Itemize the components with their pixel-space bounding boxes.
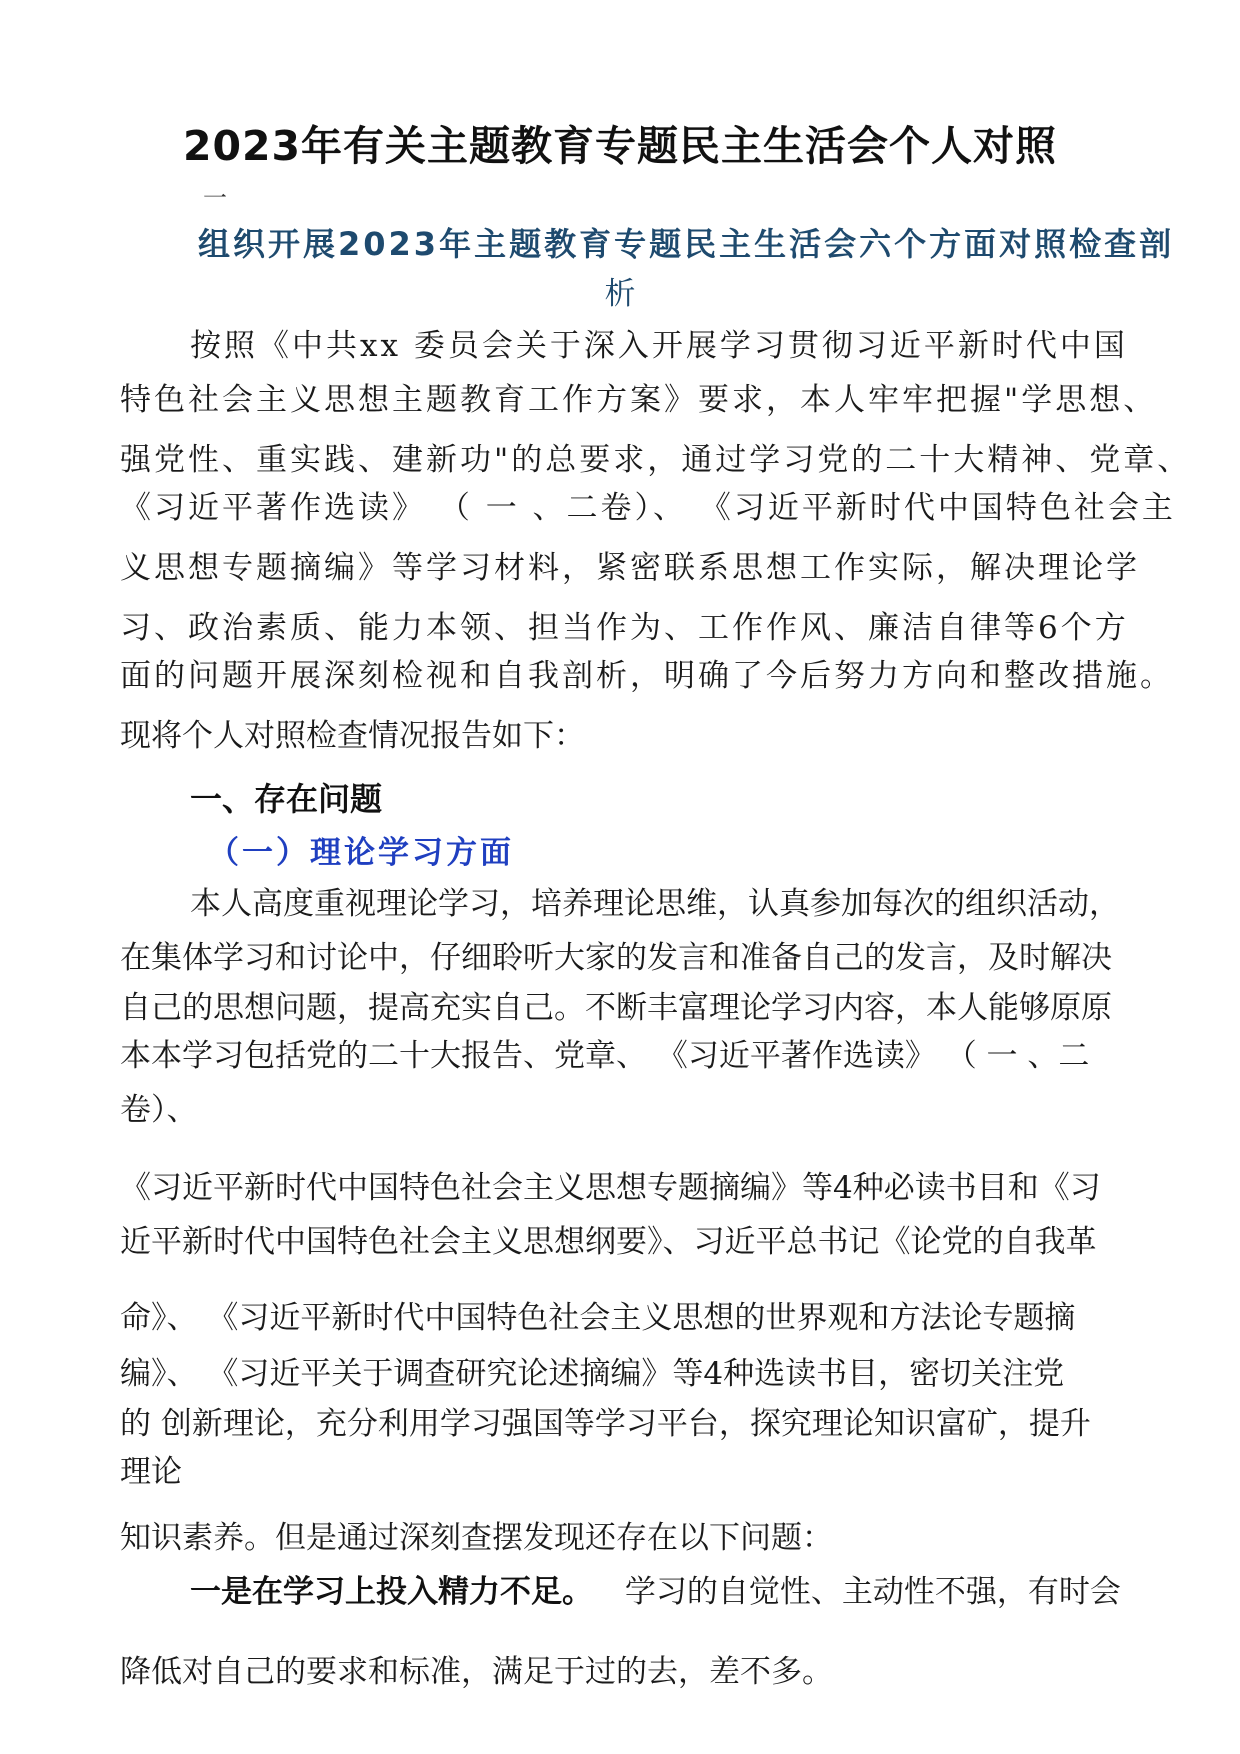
- subsection-heading: （一）理论学习方面: [208, 835, 514, 871]
- body-line: 编》、 《习近平关于调查研究论述摘编》等4种选读书目，密切关注党: [120, 1356, 1065, 1392]
- point-heading: 一是在学习上投入精力不足。: [190, 1574, 593, 1610]
- point-line: [190, 1572, 1121, 1612]
- body-line: 知识素养。但是通过深刻查摆发现还存在以下问题：: [120, 1520, 833, 1556]
- body-line: 本人高度重视理论学习，培养理论思维，认真参加每次的组织活动，: [190, 886, 1120, 922]
- section-heading: 一、存在问题: [190, 780, 383, 818]
- title-dash: 一: [203, 184, 227, 212]
- document-subtitle-continued: 析: [604, 276, 636, 312]
- body-line: 理论: [120, 1454, 182, 1490]
- intro-line: 强党性、重实践、建新功"的总要求，通过学习党的二十大精神、党章、: [120, 442, 1192, 478]
- body-line: 的 创新理论，充分利用学习强国等学习平台，探究理论知识富矿，提升: [120, 1406, 1091, 1442]
- document-subtitle: 组织开展2023年主题教育专题民主生活会六个方面对照检查剖: [198, 225, 1175, 263]
- intro-line: 面的问题开展深刻检视和自我剖析，明确了今后努力方向和整改措施。: [120, 658, 1174, 694]
- body-line: 命》、 《习近平新时代中国特色社会主义思想的世界观和方法论专题摘: [120, 1300, 1076, 1336]
- body-line: 在集体学习和讨论中，仔细聆听大家的发言和准备自己的发言，及时解决: [120, 940, 1112, 976]
- intro-line: 现将个人对照检查情况报告如下：: [120, 718, 585, 754]
- intro-line: 习、政治素质、能力本领、担当作为、工作作风、廉洁自律等6个方: [120, 610, 1129, 646]
- point-text: 学习的自觉性、主动性不强，有时会: [624, 1574, 1121, 1610]
- body-line: 自己的思想问题，提高充实自己。不断丰富理论学习内容，本人能够原原: [120, 990, 1112, 1026]
- intro-line: 《习近平著作选读》 （ 一 、二卷）、 《习近平新时代中国特色社会主: [120, 490, 1176, 526]
- point-continued: 降低对自己的要求和标准，满足于过的去，差不多。: [120, 1654, 833, 1690]
- body-line: 近平新时代中国特色社会主义思想纲要》、习近平总书记《论党的自我革: [120, 1224, 1097, 1260]
- body-line: 《习近平新时代中国特色社会主义思想专题摘编》等4种必读书目和《习: [120, 1170, 1101, 1206]
- body-line: 本本学习包括党的二十大报告、党章、 《习近平著作选读》 （ 一 、二: [120, 1038, 1090, 1074]
- intro-line: 特色社会主义思想主题教育工作方案》要求，本人牢牢把握"学思想、: [120, 382, 1158, 418]
- document-title: 2023年有关主题教育专题民主生活会个人对照: [182, 122, 1058, 170]
- body-line: 卷）、: [120, 1092, 198, 1128]
- intro-line: 义思想专题摘编》等学习材料，紧密联系思想工作实际，解决理论学: [120, 550, 1140, 586]
- intro-line: 按照《中共xx 委员会关于深入开展学习贯彻习近平新时代中国: [190, 328, 1128, 364]
